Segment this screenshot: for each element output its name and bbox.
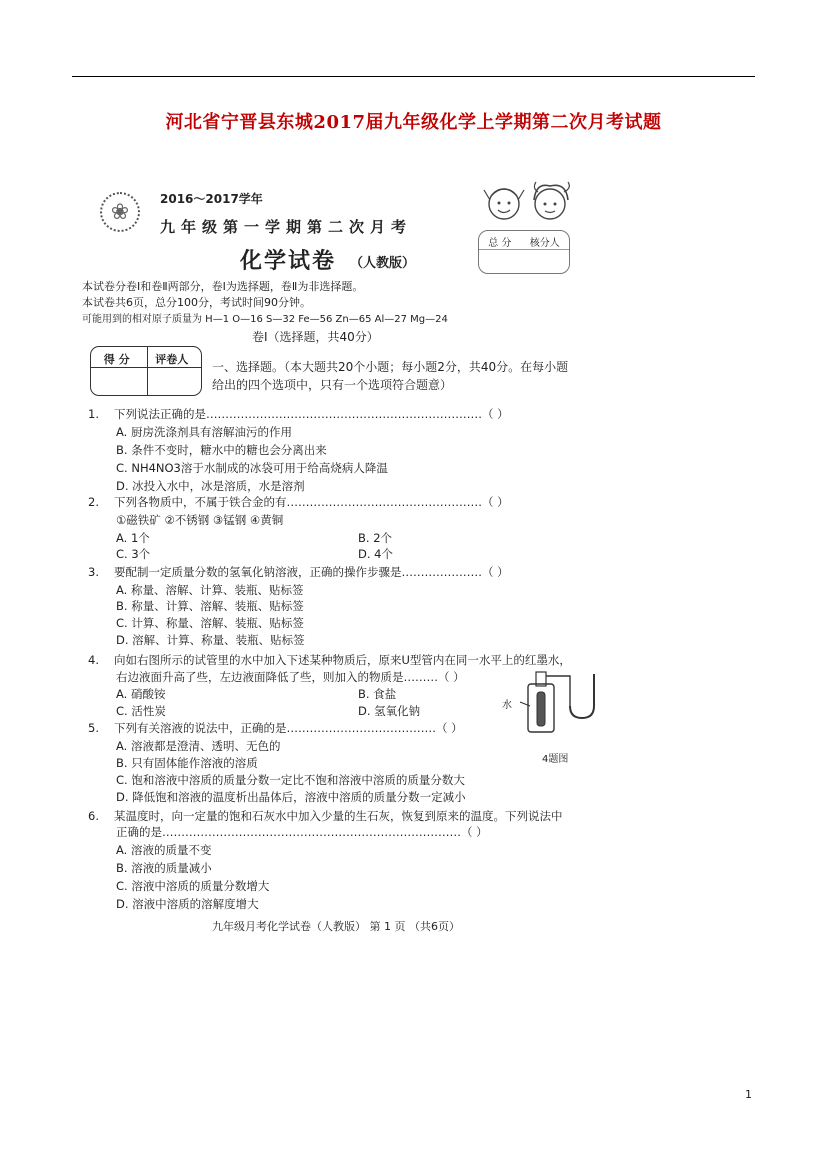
- question-6: 6. 某温度时，向一定量的饱和石灰水中加入少量的生石灰，恢复到原来的温度。下列说法中: [88, 809, 563, 823]
- grade-box: [90, 346, 202, 396]
- scanned-exam-page: [82, 178, 622, 938]
- score-checker-label: 核分人: [529, 238, 560, 249]
- option: A. 称量、溶解、计算、装瓶、贴标签: [116, 583, 304, 597]
- school-year: 2016～2017学年: [160, 192, 263, 206]
- cartoon-kids-icon: [474, 178, 584, 234]
- option: B. 溶液的质量减小: [116, 861, 212, 875]
- section-heading-cont: 给出的四个选项中，只有一个选项符合题意）: [212, 378, 453, 392]
- question-stem: 下列有关溶液的说法中，正确的是…………………………………（ ）: [114, 721, 463, 735]
- question-1: 1. 下列说法正确的是………………………………………………………………（ ）: [88, 407, 509, 421]
- question-stem-cont: 正确的是……………………………………………………………………（ ）: [116, 825, 488, 839]
- option: D. 降低饱和溶液的温度析出晶体后，溶液中溶质的质量分数一定减小: [116, 790, 466, 804]
- intro-line-1: 本试卷分卷Ⅰ和卷Ⅱ两部分，卷Ⅰ为选择题，卷Ⅱ为非选择题。: [82, 280, 364, 293]
- intro-line-3: 可能用到的相对原子质量为 H—1 O—16 S—32 Fe—56 Zn—65 Al—27 Mg—24: [82, 314, 448, 325]
- option: C. 3个: [116, 547, 151, 561]
- option: C. 溶液中溶质的质量分数增大: [116, 879, 270, 893]
- school-emblem-icon: ❀: [100, 192, 140, 232]
- subject-title: 化学试卷: [240, 249, 337, 274]
- u-tube-apparatus-diagram: [500, 666, 610, 756]
- option: C. NH4NO3溶于水制成的冰袋可用于给高烧病人降温: [116, 461, 388, 475]
- grade-score-label: 得 分: [103, 353, 130, 366]
- option: A. 溶液的质量不变: [116, 843, 212, 857]
- volume-title: 卷Ⅰ（选择题，共40分）: [252, 330, 379, 344]
- score-total-label: 总 分: [488, 238, 512, 249]
- option: D. 溶液中溶质的溶解度增大: [116, 897, 259, 911]
- question-2: 2. 下列各物质中，不属于铁合金的有……………………………………………（ ）: [88, 495, 509, 509]
- exam-footer: 九年级月考化学试卷（人教版） 第 1 页 （共6页）: [212, 920, 460, 933]
- intro-line-2: 本试卷共6页，总分100分，考试时间90分钟。: [82, 296, 311, 309]
- option: B. 食盐: [358, 687, 397, 701]
- question-stem: 要配制一定质量分数的氢氧化钠溶液，正确的操作步骤是…………………（ ）: [114, 565, 509, 579]
- exam-name: 九年级第一学期第二次月考: [160, 218, 413, 236]
- option: A. 1个: [116, 531, 150, 545]
- option: B. 只有固体能作溶液的溶质: [116, 756, 258, 770]
- option: C. 计算、称量、溶解、装瓶、贴标签: [116, 616, 304, 630]
- option: C. 活性炭: [116, 704, 166, 718]
- page-number: 1: [745, 1088, 752, 1101]
- section-heading: 一、选择题。（本大题共20个小题；每小题2分，共40分。在每小题: [212, 360, 569, 374]
- header-rule: [72, 76, 755, 77]
- question-stem-cont: 右边液面升高了些，左边液面降低了些，则加入的物质是………（ ）: [116, 670, 465, 684]
- subject-edition: （人教版）: [350, 256, 416, 271]
- question-4: 4. 向如右图所示的试管里的水中加入下述某种物质后，原来U型管内在同一水平上的红墨水，: [88, 653, 571, 667]
- option: A. 厨房洗涤剂具有溶解油污的作用: [116, 425, 292, 439]
- option: B. 2个: [358, 531, 393, 545]
- figure-caption: 4题图: [542, 754, 569, 765]
- question-sub: ①磁铁矿 ②不锈钢 ③锰钢 ④黄铜: [116, 513, 284, 527]
- score-box: [478, 230, 570, 274]
- question-5: 5. 下列有关溶液的说法中，正确的是…………………………………（ ）: [88, 721, 463, 735]
- question-3: 3. 要配制一定质量分数的氢氧化钠溶液，正确的操作步骤是…………………（ ）: [88, 565, 509, 579]
- option: A. 硝酸铵: [116, 687, 166, 701]
- option: D. 氢氧化钠: [358, 704, 421, 718]
- grade-reviewer-label: 评卷人: [155, 353, 189, 366]
- option: B. 称量、计算、溶解、装瓶、贴标签: [116, 599, 304, 613]
- water-label: 水: [502, 700, 512, 711]
- question-stem: 某温度时，向一定量的饱和石灰水中加入少量的生石灰，恢复到原来的温度。下列说法中: [114, 809, 563, 823]
- option: C. 饱和溶液中溶质的质量分数一定比不饱和溶液中溶质的质量分数大: [116, 773, 465, 787]
- page-title: 河北省宁晋县东城2017届九年级化学上学期第二次月考试题: [165, 112, 662, 133]
- option: B. 条件不变时，糖水中的糖也会分离出来: [116, 443, 327, 457]
- option: D. 冰投入水中，冰是溶质，水是溶剂: [116, 479, 305, 493]
- question-stem: 下列各物质中，不属于铁合金的有……………………………………………（ ）: [114, 495, 509, 509]
- question-stem: 向如右图所示的试管里的水中加入下述某种物质后，原来U型管内在同一水平上的红墨水，: [114, 653, 571, 667]
- option: A. 溶液都是澄清、透明、无色的: [116, 739, 281, 753]
- option: D. 4个: [358, 547, 393, 561]
- option: D. 溶解、计算、称量、装瓶、贴标签: [116, 633, 305, 647]
- question-stem: 下列说法正确的是………………………………………………………………（ ）: [114, 407, 509, 421]
